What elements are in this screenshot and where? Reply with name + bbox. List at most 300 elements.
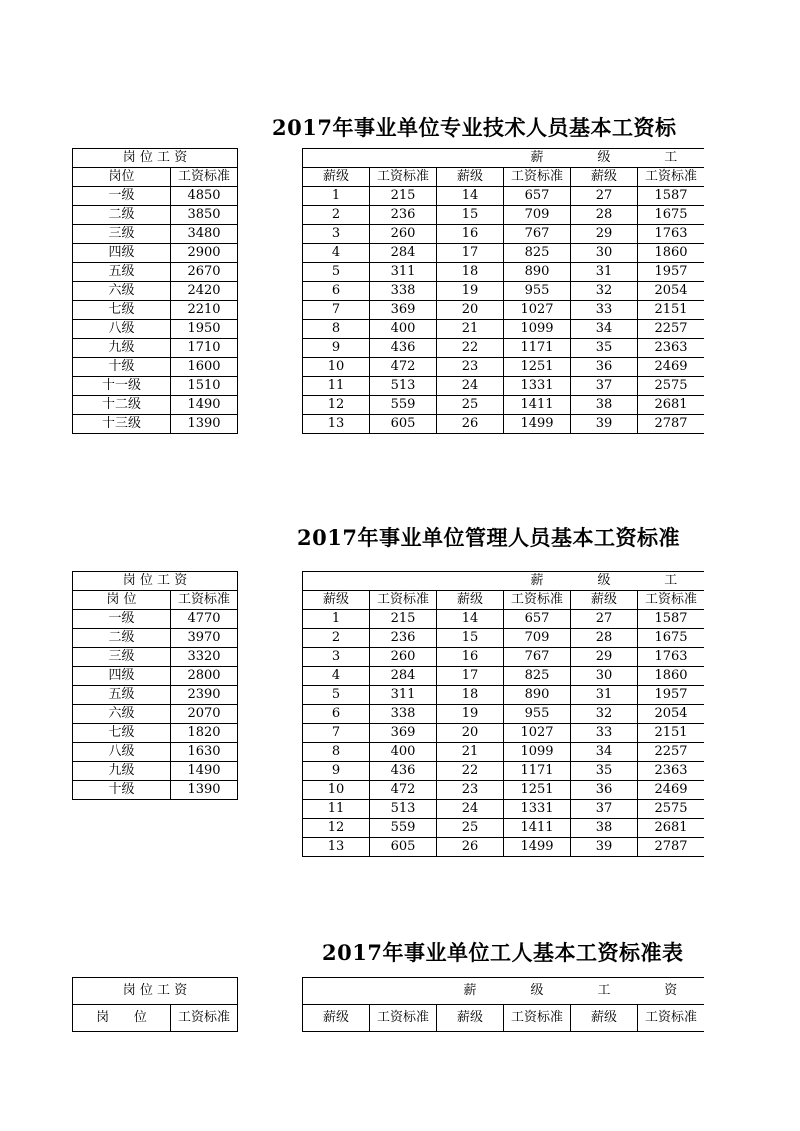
grade-wage-header-row [303,149,705,168]
post-grade-cell: 五级 [73,263,171,282]
table-row [73,263,238,282]
post-grade-cell: 九级 [73,762,171,781]
wage-value-cell: 2469 [638,358,705,377]
table-row [303,244,705,263]
wage-value-cell: 311 [370,686,437,705]
section-3-post-wage-table [72,977,238,1032]
wage-value-cell: 215 [370,610,437,629]
wage-standard-column-header: 工资标准 [638,1005,705,1032]
wage-value-cell: 1957 [638,263,705,282]
wage-value-cell: 657 [504,187,571,206]
salary-grade-cell: 4 [303,244,370,263]
salary-grade-cell: 1 [303,610,370,629]
wage-value-cell: 2390 [171,686,238,705]
table-row [303,667,705,686]
table-row [73,610,238,629]
table-row [303,705,705,724]
table-row [303,648,705,667]
table-row [303,301,705,320]
table-row [73,320,238,339]
wage-value-cell: 260 [370,225,437,244]
grade-wage-header-blank [437,572,504,591]
wage-standard-column-header: 工资标准 [171,1005,238,1032]
table-row [303,377,705,396]
wage-value-cell: 1950 [171,320,238,339]
wage-value-cell: 236 [370,206,437,225]
salary-grade-cell: 39 [571,415,638,434]
salary-grade-cell: 32 [571,705,638,724]
table-row [303,781,705,800]
grade-wage-header-char: 级 [571,572,638,591]
salary-grade-cell: 27 [571,187,638,206]
salary-grade-cell: 36 [571,781,638,800]
section-2-grade-wage-table [302,571,704,857]
table-row [303,724,705,743]
post-wage-header: 岗 位 工 资 [73,978,238,1005]
salary-grade-cell: 6 [303,282,370,301]
grade-wage-header-row [303,978,705,1005]
salary-grade-cell: 31 [571,263,638,282]
salary-grade-cell: 29 [571,648,638,667]
wage-value-cell: 2681 [638,819,705,838]
post-grade-cell: 五级 [73,686,171,705]
wage-value-cell: 472 [370,358,437,377]
wage-value-cell: 767 [504,648,571,667]
post-grade-cell: 六级 [73,282,171,301]
wage-value-cell: 1587 [638,187,705,206]
table-row [303,358,705,377]
salary-grade-cell: 16 [437,225,504,244]
wage-value-cell: 1171 [504,762,571,781]
wage-value-cell: 1510 [171,377,238,396]
salary-grade-cell: 7 [303,301,370,320]
salary-grade-column-header: 薪级 [437,1005,504,1032]
table-row [303,819,705,838]
salary-grade-cell: 24 [437,800,504,819]
wage-value-cell: 513 [370,800,437,819]
salary-grade-cell: 10 [303,781,370,800]
grade-wage-header-char: 薪 [504,149,571,168]
post-grade-cell: 一级 [73,187,171,206]
wage-value-cell: 2363 [638,762,705,781]
salary-grade-cell: 32 [571,282,638,301]
table-row [73,648,238,667]
post-grade-cell: 二级 [73,629,171,648]
salary-grade-cell: 8 [303,320,370,339]
post-grade-cell: 十级 [73,781,171,800]
wage-value-cell: 890 [504,686,571,705]
grade-wage-header-char: 工 [638,572,705,591]
wage-value-cell: 284 [370,667,437,686]
salary-grade-cell: 33 [571,724,638,743]
post-wage-header: 岗 位 工 资 [73,572,238,591]
post-wage-header-row [73,149,238,168]
salary-grade-cell: 24 [437,377,504,396]
salary-grade-cell: 6 [303,705,370,724]
table-row [303,263,705,282]
post-grade-cell: 四级 [73,667,171,686]
table-row [303,743,705,762]
salary-grade-cell: 19 [437,282,504,301]
post-wage-column-header-row [73,1005,238,1032]
post-column-header: 岗 位 [73,591,171,610]
wage-value-cell: 2257 [638,320,705,339]
grade-wage-header-blank [303,978,370,1005]
salary-grade-cell: 31 [571,686,638,705]
table-row [303,415,705,434]
wage-value-cell: 605 [370,838,437,857]
post-grade-cell: 二级 [73,206,171,225]
table-row [73,206,238,225]
grade-wage-header-row [303,572,705,591]
salary-grade-cell: 20 [437,301,504,320]
salary-grade-cell: 4 [303,667,370,686]
salary-grade-cell: 18 [437,686,504,705]
grade-wage-column-header-row [303,168,705,187]
table-row [73,301,238,320]
wage-value-cell: 559 [370,819,437,838]
post-wage-header-row [73,978,238,1005]
wage-value-cell: 1331 [504,377,571,396]
wage-value-cell: 1390 [171,415,238,434]
wage-value-cell: 2420 [171,282,238,301]
post-grade-cell: 四级 [73,244,171,263]
wage-value-cell: 1957 [638,686,705,705]
wage-value-cell: 2787 [638,838,705,857]
grade-wage-header-char: 工 [638,149,705,168]
salary-grade-cell: 8 [303,743,370,762]
wage-standard-column-header: 工资标准 [504,591,571,610]
table-row [303,282,705,301]
salary-grade-cell: 22 [437,762,504,781]
salary-grade-cell: 36 [571,358,638,377]
salary-grade-column-header: 薪级 [437,168,504,187]
wage-standard-column-header: 工资标准 [504,1005,571,1032]
grade-wage-header-char: 薪 [504,572,571,591]
wage-value-cell: 1587 [638,610,705,629]
table-row [303,206,705,225]
salary-grade-column-header: 薪级 [303,591,370,610]
salary-grade-cell: 35 [571,762,638,781]
wage-value-cell: 260 [370,648,437,667]
table-row [73,762,238,781]
salary-grade-cell: 5 [303,263,370,282]
section-1-post-wage-table [72,148,238,434]
post-column-header: 岗位 [73,168,171,187]
salary-grade-cell: 20 [437,724,504,743]
post-wage-column-header-row [73,168,238,187]
wage-value-cell: 2363 [638,339,705,358]
table-row [73,415,238,434]
table-row [303,629,705,648]
post-wage-column-header-row [73,591,238,610]
post-grade-cell: 十一级 [73,377,171,396]
wage-value-cell: 1499 [504,415,571,434]
wage-standard-column-header: 工资标准 [370,168,437,187]
wage-value-cell: 1411 [504,396,571,415]
wage-value-cell: 605 [370,415,437,434]
post-grade-cell: 十二级 [73,396,171,415]
salary-grade-cell: 10 [303,358,370,377]
table-row [303,762,705,781]
salary-grade-cell: 9 [303,339,370,358]
wage-value-cell: 2257 [638,743,705,762]
wage-value-cell: 436 [370,339,437,358]
table-row [303,339,705,358]
section-3-grade-wage-clip [302,977,706,1032]
wage-value-cell: 1027 [504,301,571,320]
salary-grade-cell: 30 [571,667,638,686]
salary-grade-cell: 23 [437,358,504,377]
salary-grade-cell: 16 [437,648,504,667]
table-row [73,781,238,800]
wage-value-cell: 3850 [171,206,238,225]
salary-grade-cell: 9 [303,762,370,781]
wage-value-cell: 2787 [638,415,705,434]
salary-grade-cell: 2 [303,629,370,648]
wage-value-cell: 2670 [171,263,238,282]
table-row [303,686,705,705]
table-row [73,244,238,263]
wage-value-cell: 2054 [638,282,705,301]
table-row [73,686,238,705]
section-3-title: 2017年事业单位工人基本工资标准表 [322,940,684,965]
table-row [303,838,705,857]
table-row [73,358,238,377]
wage-value-cell: 236 [370,629,437,648]
wage-value-cell: 1675 [638,629,705,648]
wage-value-cell: 1099 [504,743,571,762]
post-grade-cell: 七级 [73,724,171,743]
wage-value-cell: 1600 [171,358,238,377]
wage-value-cell: 1251 [504,358,571,377]
wage-value-cell: 955 [504,705,571,724]
wage-value-cell: 338 [370,282,437,301]
wage-value-cell: 2151 [638,724,705,743]
salary-grade-cell: 26 [437,415,504,434]
wage-value-cell: 1251 [504,781,571,800]
section-1-grade-wage-table [302,148,704,434]
salary-grade-cell: 5 [303,686,370,705]
wage-value-cell: 709 [504,629,571,648]
salary-grade-column-header: 薪级 [571,168,638,187]
wage-value-cell: 338 [370,705,437,724]
wage-value-cell: 825 [504,667,571,686]
wage-value-cell: 1490 [171,396,238,415]
salary-grade-cell: 28 [571,206,638,225]
salary-grade-cell: 11 [303,800,370,819]
salary-grade-column-header: 薪级 [571,591,638,610]
wage-value-cell: 1171 [504,339,571,358]
salary-grade-cell: 12 [303,396,370,415]
post-wage-header-row [73,572,238,591]
wage-value-cell: 767 [504,225,571,244]
wage-value-cell: 369 [370,724,437,743]
wage-value-cell: 215 [370,187,437,206]
salary-grade-cell: 11 [303,377,370,396]
wage-value-cell: 1027 [504,724,571,743]
table-row [73,225,238,244]
wage-standard-column-header: 工资标准 [638,168,705,187]
wage-value-cell: 955 [504,282,571,301]
salary-grade-cell: 28 [571,629,638,648]
post-grade-cell: 三级 [73,225,171,244]
wage-value-cell: 284 [370,244,437,263]
wage-value-cell: 2070 [171,705,238,724]
grade-wage-header-blank [303,572,370,591]
post-grade-cell: 八级 [73,743,171,762]
grade-wage-header-char: 级 [504,978,571,1005]
salary-grade-column-header: 薪级 [571,1005,638,1032]
wage-value-cell: 513 [370,377,437,396]
salary-grade-column-header: 薪级 [437,591,504,610]
wage-value-cell: 3320 [171,648,238,667]
salary-grade-cell: 17 [437,244,504,263]
post-grade-cell: 九级 [73,339,171,358]
wage-value-cell: 2900 [171,244,238,263]
post-grade-cell: 六级 [73,705,171,724]
wage-value-cell: 1499 [504,838,571,857]
grade-wage-header-blank [303,149,370,168]
grade-wage-header-char: 工 [571,978,638,1005]
salary-grade-cell: 34 [571,743,638,762]
wage-value-cell: 1490 [171,762,238,781]
table-row [73,705,238,724]
salary-grade-cell: 37 [571,800,638,819]
wage-value-cell: 1763 [638,648,705,667]
salary-grade-cell: 2 [303,206,370,225]
section-2-post-wage-table [72,571,238,800]
table-row [73,377,238,396]
table-row [303,610,705,629]
wage-value-cell: 2800 [171,667,238,686]
wage-value-cell: 1675 [638,206,705,225]
wage-value-cell: 3970 [171,629,238,648]
salary-grade-cell: 15 [437,206,504,225]
wage-standard-column-header: 工资标准 [370,591,437,610]
wage-value-cell: 709 [504,206,571,225]
wage-value-cell: 2210 [171,301,238,320]
table-row [303,800,705,819]
post-grade-cell: 一级 [73,610,171,629]
salary-grade-cell: 15 [437,629,504,648]
salary-grade-cell: 18 [437,263,504,282]
salary-grade-cell: 35 [571,339,638,358]
table-row [73,282,238,301]
section-3-grade-wage-table [302,977,704,1032]
post-column-header: 岗 位 [73,1005,171,1032]
salary-grade-cell: 3 [303,225,370,244]
salary-grade-cell: 39 [571,838,638,857]
wage-value-cell: 2054 [638,705,705,724]
salary-grade-column-header: 薪级 [303,168,370,187]
wage-value-cell: 400 [370,320,437,339]
salary-grade-cell: 13 [303,838,370,857]
salary-grade-cell: 33 [571,301,638,320]
salary-grade-cell: 25 [437,819,504,838]
salary-grade-column-header: 薪级 [303,1005,370,1032]
wage-value-cell: 1763 [638,225,705,244]
salary-grade-cell: 37 [571,377,638,396]
table-row [73,667,238,686]
wage-standard-column-header: 工资标准 [171,591,238,610]
wage-standard-column-header: 工资标准 [370,1005,437,1032]
wage-value-cell: 1860 [638,667,705,686]
wage-value-cell: 436 [370,762,437,781]
section-2-title: 2017年事业单位管理人员基本工资标准 [297,525,680,550]
wage-value-cell: 1860 [638,244,705,263]
wage-value-cell: 657 [504,610,571,629]
salary-grade-cell: 12 [303,819,370,838]
wage-value-cell: 559 [370,396,437,415]
post-grade-cell: 十三级 [73,415,171,434]
grade-wage-header-blank [370,149,437,168]
wage-value-cell: 369 [370,301,437,320]
salary-grade-cell: 14 [437,187,504,206]
salary-grade-cell: 22 [437,339,504,358]
salary-grade-cell: 21 [437,743,504,762]
wage-value-cell: 400 [370,743,437,762]
salary-grade-cell: 34 [571,320,638,339]
wage-value-cell: 1411 [504,819,571,838]
wage-standard-column-header: 工资标准 [171,168,238,187]
table-row [303,320,705,339]
salary-grade-cell: 13 [303,415,370,434]
grade-wage-header-char: 薪 [437,978,504,1005]
wage-value-cell: 1710 [171,339,238,358]
table-row [73,187,238,206]
wage-value-cell: 4770 [171,610,238,629]
table-row [303,187,705,206]
post-grade-cell: 八级 [73,320,171,339]
grade-wage-column-header-row [303,591,705,610]
wage-value-cell: 1820 [171,724,238,743]
wage-value-cell: 472 [370,781,437,800]
salary-grade-cell: 23 [437,781,504,800]
salary-grade-cell: 19 [437,705,504,724]
grade-wage-header-blank [437,149,504,168]
wage-value-cell: 890 [504,263,571,282]
section-2-grade-wage-clip [302,571,706,857]
salary-grade-cell: 14 [437,610,504,629]
post-grade-cell: 三级 [73,648,171,667]
salary-grade-cell: 30 [571,244,638,263]
table-row [73,743,238,762]
post-grade-cell: 七级 [73,301,171,320]
table-row [73,396,238,415]
table-row [303,225,705,244]
grade-wage-header-blank [370,572,437,591]
grade-wage-header-char: 级 [571,149,638,168]
wage-value-cell: 2681 [638,396,705,415]
wage-value-cell: 2151 [638,301,705,320]
section-1-grade-wage-clip [302,148,706,434]
wage-value-cell: 4850 [171,187,238,206]
salary-grade-cell: 17 [437,667,504,686]
salary-grade-cell: 1 [303,187,370,206]
wage-standard-column-header: 工资标准 [504,168,571,187]
post-grade-cell: 十级 [73,358,171,377]
salary-grade-cell: 7 [303,724,370,743]
wage-standard-column-header: 工资标准 [638,591,705,610]
table-row [73,339,238,358]
grade-wage-column-header-row [303,1005,705,1032]
wage-value-cell: 3480 [171,225,238,244]
table-row [73,724,238,743]
wage-value-cell: 311 [370,263,437,282]
table-row [73,629,238,648]
section-1-title: 2017年事业单位专业技术人员基本工资标 [272,115,677,140]
